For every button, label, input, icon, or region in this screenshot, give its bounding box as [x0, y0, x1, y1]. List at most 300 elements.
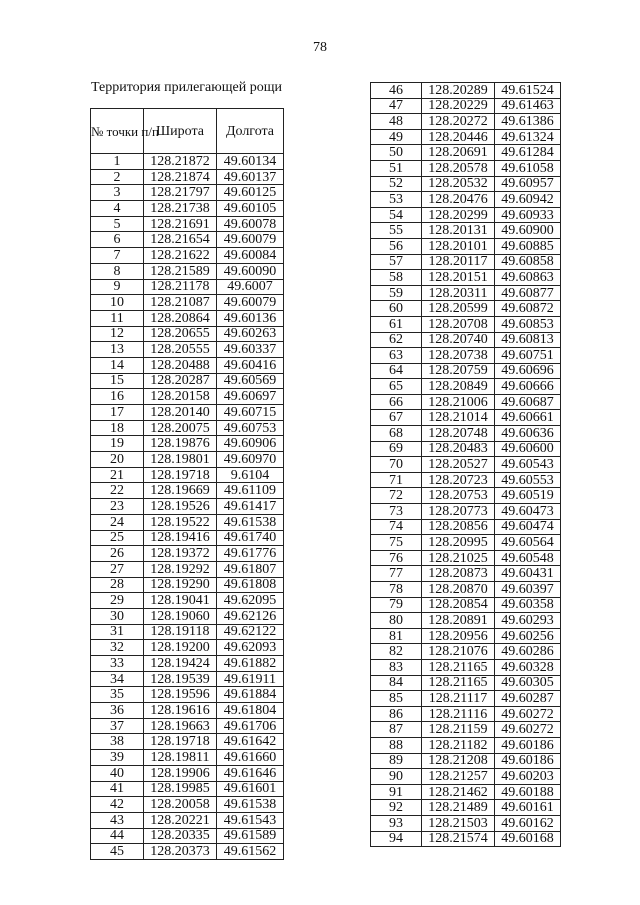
point-number-cell: 17 [91, 405, 144, 421]
longitude-cell: 49.61808 [217, 577, 284, 593]
point-number-cell: 65 [371, 379, 422, 395]
table-row [371, 706, 561, 722]
point-number-cell: 91 [371, 784, 422, 800]
point-number-cell: 61 [371, 316, 422, 332]
latitude-cell: 128.19416 [144, 530, 217, 546]
point-number-cell: 25 [91, 530, 144, 546]
longitude-cell: 49.60548 [495, 550, 561, 566]
longitude-cell: 49.60416 [217, 357, 284, 373]
latitude-cell: 128.20488 [144, 357, 217, 373]
table-row [91, 357, 284, 373]
longitude-cell: 49.60942 [495, 192, 561, 208]
longitude-cell: 49.60168 [495, 831, 561, 847]
point-number-cell: 32 [91, 640, 144, 656]
longitude-cell: 49.61882 [217, 656, 284, 672]
point-number-cell: 16 [91, 389, 144, 405]
point-number-cell: 36 [91, 703, 144, 719]
longitude-cell: 49.60079 [217, 232, 284, 248]
longitude-cell: 49.61058 [495, 160, 561, 176]
latitude-cell: 128.21797 [144, 185, 217, 201]
longitude-cell: 49.61660 [217, 750, 284, 766]
point-number-cell: 10 [91, 295, 144, 311]
point-number-cell: 7 [91, 248, 144, 264]
table-row [371, 831, 561, 847]
latitude-cell: 128.19663 [144, 718, 217, 734]
point-number-cell: 8 [91, 263, 144, 279]
table-row [91, 703, 284, 719]
point-number-cell: 54 [371, 207, 422, 223]
longitude-cell: 49.60186 [495, 737, 561, 753]
latitude-cell: 128.20995 [422, 535, 495, 551]
point-number-cell: 82 [371, 644, 422, 660]
table-row [91, 656, 284, 672]
longitude-cell: 49.60125 [217, 185, 284, 201]
longitude-cell: 49.61524 [495, 83, 561, 99]
point-number-cell: 9 [91, 279, 144, 295]
point-number-cell: 78 [371, 582, 422, 598]
point-number-cell: 31 [91, 624, 144, 640]
table-row [91, 248, 284, 264]
latitude-cell: 128.21622 [144, 248, 217, 264]
left-table-block [90, 82, 283, 860]
latitude-cell: 128.20740 [422, 332, 495, 348]
longitude-cell: 49.61538 [217, 797, 284, 813]
table-row [91, 342, 284, 358]
latitude-cell: 128.21589 [144, 263, 217, 279]
left-table-body [91, 154, 284, 860]
longitude-cell: 49.60872 [495, 301, 561, 317]
latitude-cell: 128.20289 [422, 83, 495, 99]
table-row [371, 737, 561, 753]
longitude-cell: 49.60715 [217, 405, 284, 421]
point-number-cell: 42 [91, 797, 144, 813]
longitude-cell: 49.60569 [217, 373, 284, 389]
table-row [91, 201, 284, 217]
latitude-cell: 128.20075 [144, 420, 217, 436]
latitude-cell: 128.20873 [422, 566, 495, 582]
table-caption: Территория прилегающей рощи [91, 80, 282, 95]
point-number-cell: 62 [371, 332, 422, 348]
latitude-cell: 128.21087 [144, 295, 217, 311]
longitude-cell: 49.60203 [495, 769, 561, 785]
point-number-cell: 72 [371, 488, 422, 504]
point-number-cell: 49 [371, 129, 422, 145]
point-number-cell: 81 [371, 628, 422, 644]
latitude-cell: 128.21006 [422, 394, 495, 410]
longitude-cell: 49.60305 [495, 675, 561, 691]
latitude-cell: 128.19718 [144, 467, 217, 483]
table-row [91, 420, 284, 436]
longitude-cell: 49.60256 [495, 628, 561, 644]
table-row [91, 828, 284, 844]
longitude-cell: 49.61776 [217, 546, 284, 562]
table-row [371, 504, 561, 520]
longitude-cell: 49.61911 [217, 671, 284, 687]
latitude-cell: 128.21489 [422, 800, 495, 816]
table-row [371, 192, 561, 208]
latitude-cell: 128.20335 [144, 828, 217, 844]
table-row [371, 176, 561, 192]
table-row [91, 608, 284, 624]
longitude-cell: 49.61589 [217, 828, 284, 844]
longitude-cell: 9.6104 [217, 467, 284, 483]
longitude-cell: 49.61706 [217, 718, 284, 734]
table-row [371, 457, 561, 473]
table-row [91, 232, 284, 248]
latitude-cell: 128.20483 [422, 441, 495, 457]
longitude-cell: 49.60084 [217, 248, 284, 264]
latitude-cell: 128.20287 [144, 373, 217, 389]
table-row [91, 593, 284, 609]
point-number-cell: 68 [371, 426, 422, 442]
latitude-cell: 128.20117 [422, 254, 495, 270]
latitude-cell: 128.21574 [422, 831, 495, 847]
table-row [371, 379, 561, 395]
latitude-cell: 128.20723 [422, 472, 495, 488]
longitude-cell: 49.60696 [495, 363, 561, 379]
table-row [371, 519, 561, 535]
table-row [371, 145, 561, 161]
longitude-cell: 49.60162 [495, 815, 561, 831]
latitude-cell: 128.20101 [422, 238, 495, 254]
latitude-cell: 128.21159 [422, 722, 495, 738]
point-number-cell: 29 [91, 593, 144, 609]
latitude-cell: 128.20599 [422, 301, 495, 317]
table-row [91, 499, 284, 515]
longitude-cell: 49.60286 [495, 644, 561, 660]
point-number-cell: 22 [91, 483, 144, 499]
point-number-cell: 11 [91, 310, 144, 326]
longitude-cell: 49.61284 [495, 145, 561, 161]
latitude-cell: 128.21165 [422, 659, 495, 675]
latitude-cell: 128.19522 [144, 514, 217, 530]
table-row [91, 467, 284, 483]
longitude-cell: 49.61601 [217, 781, 284, 797]
point-number-cell: 73 [371, 504, 422, 520]
point-number-cell: 66 [371, 394, 422, 410]
point-number-cell: 52 [371, 176, 422, 192]
longitude-cell: 49.60853 [495, 316, 561, 332]
table-row [91, 263, 284, 279]
point-number-cell: 83 [371, 659, 422, 675]
point-number-cell: 58 [371, 270, 422, 286]
latitude-cell: 128.21874 [144, 169, 217, 185]
point-number-cell: 21 [91, 467, 144, 483]
point-number-cell: 6 [91, 232, 144, 248]
table-row [371, 238, 561, 254]
point-number-cell: 55 [371, 223, 422, 239]
point-number-cell: 67 [371, 410, 422, 426]
point-number-cell: 92 [371, 800, 422, 816]
longitude-cell: 49.60863 [495, 270, 561, 286]
latitude-cell: 128.19985 [144, 781, 217, 797]
table-row [371, 426, 561, 442]
longitude-cell: 49.60431 [495, 566, 561, 582]
longitude-cell: 49.60813 [495, 332, 561, 348]
longitude-cell: 49.61807 [217, 561, 284, 577]
longitude-cell: 49.60666 [495, 379, 561, 395]
table-row [91, 530, 284, 546]
point-number-cell: 69 [371, 441, 422, 457]
table-row [91, 185, 284, 201]
latitude-cell: 128.21257 [422, 769, 495, 785]
longitude-cell: 49.61642 [217, 734, 284, 750]
longitude-cell: 49.60079 [217, 295, 284, 311]
longitude-cell: 49.60543 [495, 457, 561, 473]
table-row [91, 169, 284, 185]
longitude-cell: 49.62095 [217, 593, 284, 609]
longitude-cell: 49.61804 [217, 703, 284, 719]
table-row [371, 722, 561, 738]
table-row [371, 348, 561, 364]
latitude-cell: 128.21076 [422, 644, 495, 660]
longitude-cell: 49.60753 [217, 420, 284, 436]
latitude-cell: 128.19596 [144, 687, 217, 703]
table-row [371, 535, 561, 551]
table-row [371, 114, 561, 130]
table-row [91, 671, 284, 687]
point-number-cell: 33 [91, 656, 144, 672]
coordinates-table-right [370, 82, 561, 847]
table-row [371, 628, 561, 644]
latitude-cell: 128.21462 [422, 784, 495, 800]
longitude-cell: 49.60090 [217, 263, 284, 279]
longitude-cell: 49.60885 [495, 238, 561, 254]
latitude-cell: 128.19041 [144, 593, 217, 609]
point-number-cell: 26 [91, 546, 144, 562]
longitude-cell: 49.60186 [495, 753, 561, 769]
point-number-cell: 23 [91, 499, 144, 515]
longitude-cell: 49.60134 [217, 154, 284, 170]
longitude-cell: 49.60328 [495, 659, 561, 675]
point-number-cell: 28 [91, 577, 144, 593]
latitude-cell: 128.20956 [422, 628, 495, 644]
point-number-cell: 86 [371, 706, 422, 722]
table-row [91, 326, 284, 342]
table-row [91, 577, 284, 593]
table-row [91, 687, 284, 703]
latitude-cell: 128.20446 [422, 129, 495, 145]
table-row [371, 83, 561, 99]
point-number-cell: 85 [371, 691, 422, 707]
point-number-cell: 39 [91, 750, 144, 766]
longitude-cell: 49.60933 [495, 207, 561, 223]
table-row [371, 753, 561, 769]
table-row [91, 216, 284, 232]
latitude-cell: 128.19372 [144, 546, 217, 562]
latitude-cell: 128.21117 [422, 691, 495, 707]
longitude-cell: 49.61543 [217, 812, 284, 828]
point-number-cell: 84 [371, 675, 422, 691]
table-row [371, 207, 561, 223]
longitude-cell: 49.60877 [495, 285, 561, 301]
table-row [91, 279, 284, 295]
table-row [371, 597, 561, 613]
point-number-cell: 18 [91, 420, 144, 436]
table-row [371, 644, 561, 660]
table-row [91, 154, 284, 170]
longitude-cell: 49.60337 [217, 342, 284, 358]
table-row [91, 640, 284, 656]
longitude-cell: 49.60293 [495, 613, 561, 629]
latitude-cell: 128.20773 [422, 504, 495, 520]
table-row [371, 223, 561, 239]
table-row [91, 310, 284, 326]
latitude-cell: 128.20476 [422, 192, 495, 208]
table-row [91, 797, 284, 813]
point-number-cell: 27 [91, 561, 144, 577]
latitude-cell: 128.20753 [422, 488, 495, 504]
latitude-cell: 128.19876 [144, 436, 217, 452]
table-row [91, 561, 284, 577]
latitude-cell: 128.21872 [144, 154, 217, 170]
table-row [371, 301, 561, 317]
longitude-cell: 49.62126 [217, 608, 284, 624]
latitude-cell: 128.20759 [422, 363, 495, 379]
table-row [371, 675, 561, 691]
longitude-cell: 49.60900 [495, 223, 561, 239]
longitude-cell: 49.60600 [495, 441, 561, 457]
table-row [91, 483, 284, 499]
latitude-cell: 128.19718 [144, 734, 217, 750]
point-number-cell: 30 [91, 608, 144, 624]
longitude-cell: 49.60272 [495, 722, 561, 738]
table-row [91, 765, 284, 781]
latitude-cell: 128.20221 [144, 812, 217, 828]
longitude-cell: 49.61646 [217, 765, 284, 781]
latitude-cell: 128.20748 [422, 426, 495, 442]
point-number-cell: 45 [91, 844, 144, 860]
latitude-cell: 128.21691 [144, 216, 217, 232]
longitude-cell: 49.60519 [495, 488, 561, 504]
longitude-cell: 49.60970 [217, 452, 284, 468]
latitude-cell: 128.21014 [422, 410, 495, 426]
latitude-cell: 128.21178 [144, 279, 217, 295]
longitude-cell: 49.60078 [217, 216, 284, 232]
longitude-cell: 49.60136 [217, 310, 284, 326]
longitude-cell: 49.62122 [217, 624, 284, 640]
point-number-cell: 90 [371, 769, 422, 785]
point-number-cell: 87 [371, 722, 422, 738]
longitude-cell: 49.60397 [495, 582, 561, 598]
latitude-cell: 128.21025 [422, 550, 495, 566]
latitude-cell: 128.20311 [422, 285, 495, 301]
table-row [371, 550, 561, 566]
longitude-cell: 49.60697 [217, 389, 284, 405]
point-number-cell: 70 [371, 457, 422, 473]
longitude-cell: 49.60687 [495, 394, 561, 410]
table-row [371, 566, 561, 582]
table-row [91, 750, 284, 766]
table-row [371, 285, 561, 301]
latitude-cell: 128.19292 [144, 561, 217, 577]
point-number-cell: 14 [91, 357, 144, 373]
longitude-cell: 49.61562 [217, 844, 284, 860]
latitude-cell: 128.21116 [422, 706, 495, 722]
point-number-cell: 41 [91, 781, 144, 797]
point-number-cell: 56 [371, 238, 422, 254]
table-row [91, 718, 284, 734]
table-row [371, 270, 561, 286]
table-row [91, 624, 284, 640]
latitude-cell: 128.21182 [422, 737, 495, 753]
latitude-cell: 128.21654 [144, 232, 217, 248]
point-number-cell: 37 [91, 718, 144, 734]
latitude-cell: 128.19200 [144, 640, 217, 656]
longitude-cell: 49.61463 [495, 98, 561, 114]
latitude-cell: 128.20555 [144, 342, 217, 358]
table-row [91, 844, 284, 860]
table-row [91, 546, 284, 562]
longitude-cell: 49.60661 [495, 410, 561, 426]
table-row [371, 363, 561, 379]
point-number-cell: 71 [371, 472, 422, 488]
longitude-cell: 49.61884 [217, 687, 284, 703]
longitude-cell: 49.60957 [495, 176, 561, 192]
point-number-cell: 75 [371, 535, 422, 551]
latitude-cell: 128.19669 [144, 483, 217, 499]
table-row [371, 582, 561, 598]
latitude-cell: 128.19539 [144, 671, 217, 687]
latitude-cell: 128.19060 [144, 608, 217, 624]
latitude-cell: 128.20299 [422, 207, 495, 223]
latitude-cell: 128.20532 [422, 176, 495, 192]
longitude-cell: 49.61417 [217, 499, 284, 515]
table-row [371, 488, 561, 504]
latitude-cell: 128.20870 [422, 582, 495, 598]
point-number-cell: 44 [91, 828, 144, 844]
point-number-cell: 53 [371, 192, 422, 208]
longitude-cell: 49.60263 [217, 326, 284, 342]
table-row [371, 472, 561, 488]
latitude-cell: 128.20158 [144, 389, 217, 405]
latitude-cell: 128.20655 [144, 326, 217, 342]
point-number-cell: 38 [91, 734, 144, 750]
latitude-cell: 128.19801 [144, 452, 217, 468]
right-table-body [371, 83, 561, 847]
longitude-cell: 49.60272 [495, 706, 561, 722]
header-longitude: Долгота [217, 109, 284, 154]
longitude-cell: 49.61538 [217, 514, 284, 530]
table-row [91, 405, 284, 421]
point-number-cell: 35 [91, 687, 144, 703]
point-number-cell: 93 [371, 815, 422, 831]
longitude-cell: 49.60188 [495, 784, 561, 800]
point-number-cell: 64 [371, 363, 422, 379]
longitude-cell: 49.60474 [495, 519, 561, 535]
latitude-cell: 128.19290 [144, 577, 217, 593]
latitude-cell: 128.20272 [422, 114, 495, 130]
point-number-cell: 63 [371, 348, 422, 364]
longitude-cell: 49.60473 [495, 504, 561, 520]
point-number-cell: 40 [91, 765, 144, 781]
point-number-cell: 57 [371, 254, 422, 270]
latitude-cell: 128.19424 [144, 656, 217, 672]
latitude-cell: 128.20229 [422, 98, 495, 114]
latitude-cell: 128.20856 [422, 519, 495, 535]
latitude-cell: 128.20708 [422, 316, 495, 332]
longitude-cell: 49.6007 [217, 279, 284, 295]
page-number: 78 [313, 40, 327, 55]
table-row [371, 441, 561, 457]
coordinates-table-left [90, 108, 284, 860]
table-row [371, 800, 561, 816]
latitude-cell: 128.20854 [422, 597, 495, 613]
point-number-cell: 94 [371, 831, 422, 847]
latitude-cell: 128.20131 [422, 223, 495, 239]
table-row [91, 734, 284, 750]
table-row [371, 769, 561, 785]
